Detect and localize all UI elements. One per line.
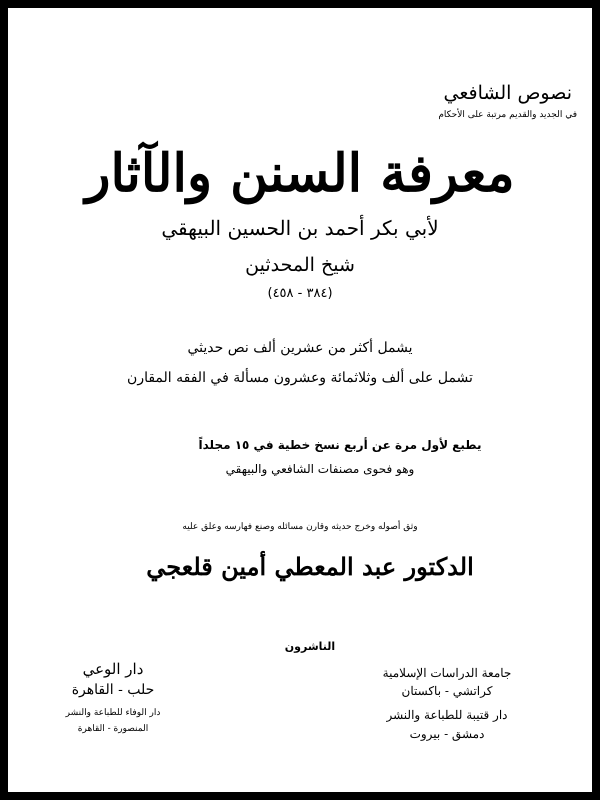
- author-dates: (٣٨٤ - ٤٥٨): [267, 286, 333, 301]
- series-title: نصوص الشافعي: [443, 82, 572, 104]
- publisher-left-name-1: دار الوعي: [82, 660, 144, 678]
- book-title: معرفة السنن والآثار: [85, 143, 515, 204]
- publishers-label: الناشرون: [284, 640, 336, 653]
- edition-note-2: وهو فحوى مصنفات الشافعي والبيهقي: [225, 462, 415, 476]
- title-page: [8, 8, 592, 792]
- series-subtitle: في الجديد والقديم مرتبة على الأحكام: [438, 110, 577, 120]
- publisher-right-name-2: دار قتيبة للطباعة والنشر: [386, 708, 508, 722]
- editor-name: الدكتور عبد المعطي أمين قلعجي: [146, 552, 474, 581]
- publisher-left-city-1: حلب - القاهرة: [71, 682, 155, 698]
- publisher-left-name-2: دار الوفاء للطباعة والنشر: [65, 708, 161, 718]
- author-honorific: شيخ المحدثين: [245, 254, 355, 276]
- edition-note-1: يطبع لأول مرة عن أربع نسخ خطية في ١٥ مجلداً: [198, 438, 482, 452]
- publisher-left-city-2: المنصورة - القاهرة: [77, 724, 149, 734]
- publisher-right-city-2: دمشق - بيروت: [409, 727, 485, 741]
- publisher-right-name-1: جامعة الدراسات الإسلامية: [382, 666, 512, 680]
- publisher-right-city-1: كراتشي - باكستان: [401, 684, 493, 698]
- book-author: لأبي بكر أحمد بن الحسين البيهقي: [161, 216, 439, 240]
- description-line-2: تشمل على ألف وثلاثمائة وعشرون مسألة في الفقه المقارن: [127, 370, 473, 386]
- editor-credit: وثق أصوله وخرج حديثه وقارن مسائله وصنع فهارسه وعلق عليه: [182, 522, 418, 532]
- description-line-1: يشمل أكثر من عشرين ألف نص حديثي: [187, 340, 413, 356]
